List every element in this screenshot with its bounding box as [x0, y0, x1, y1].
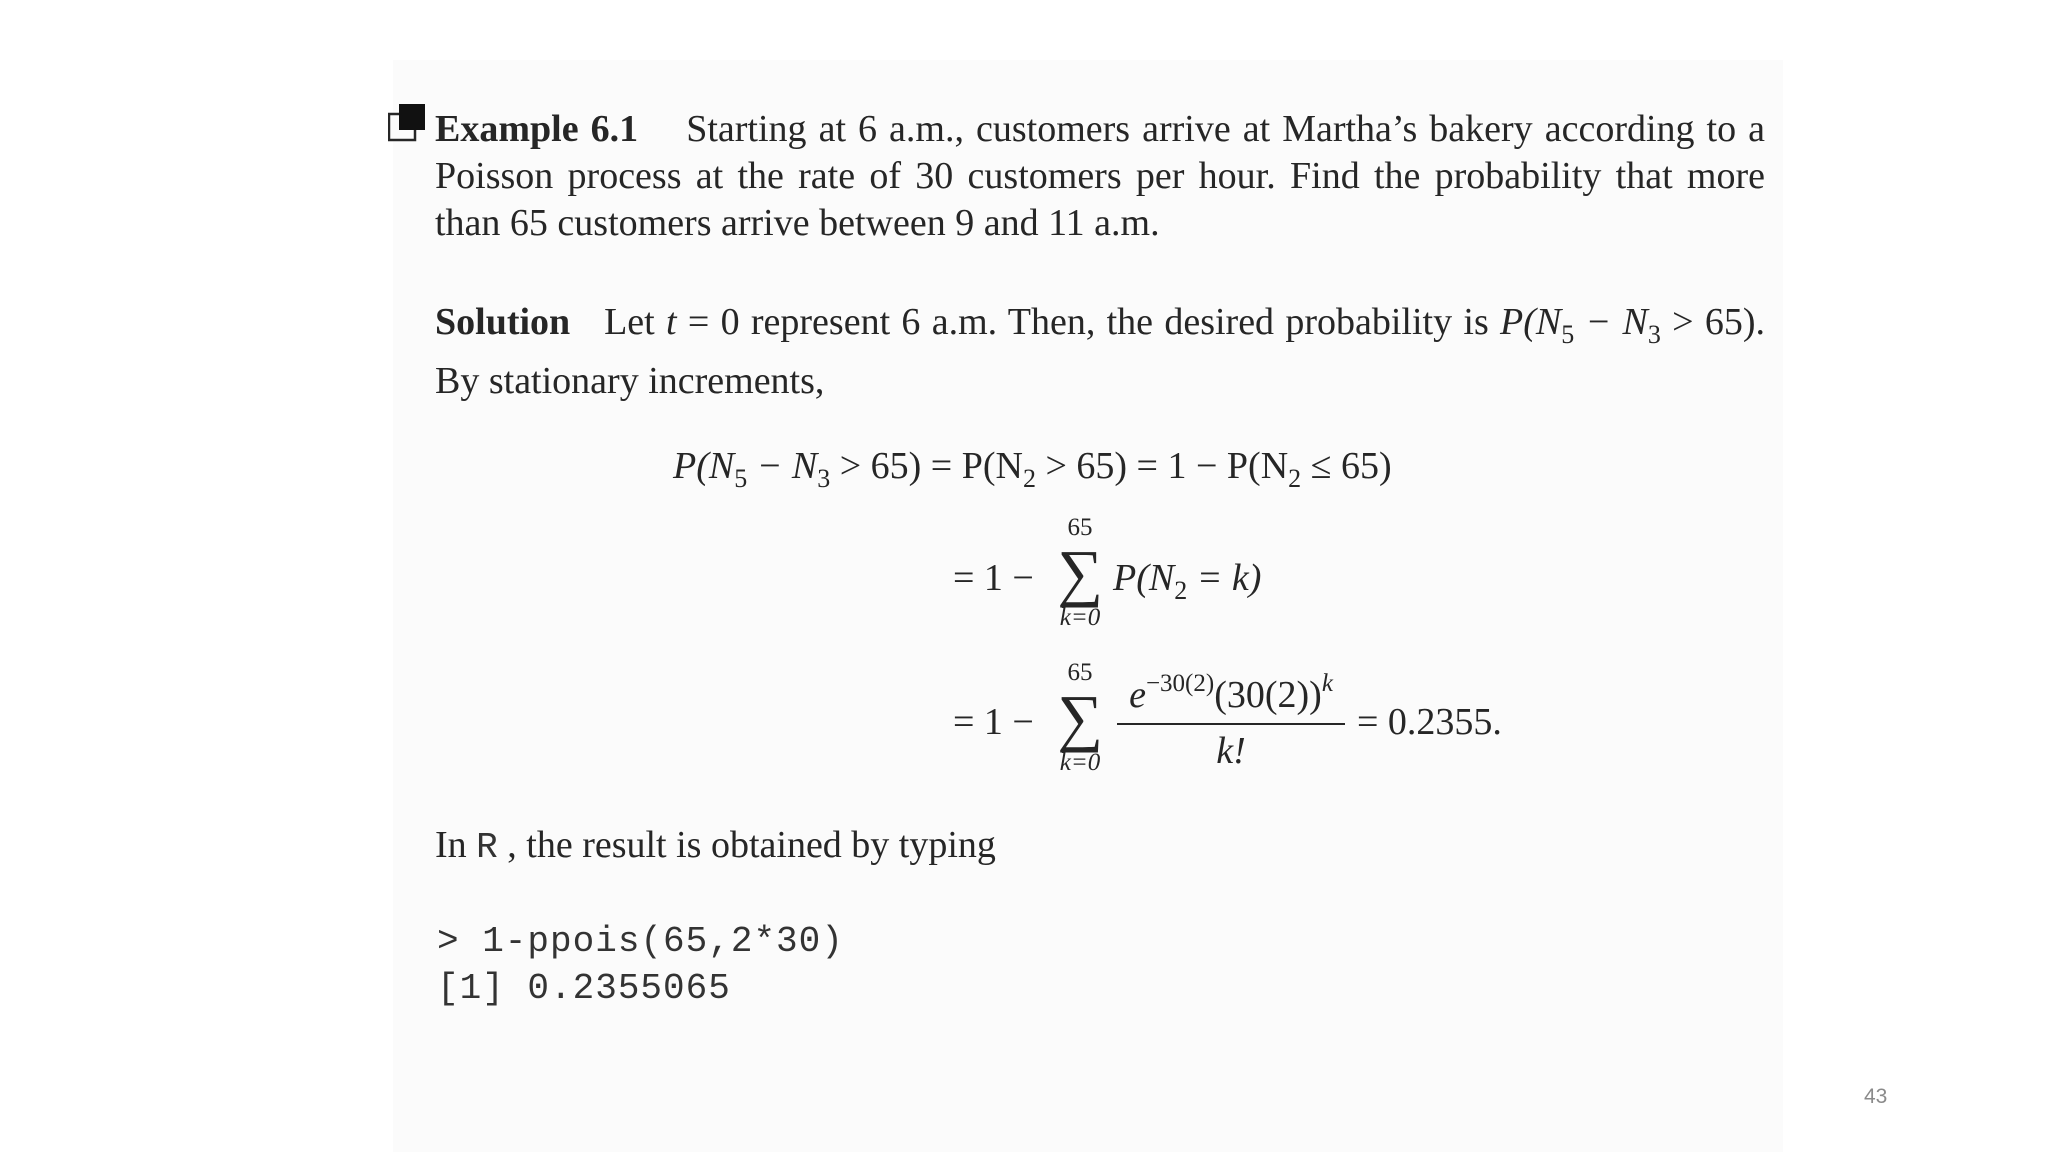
- example-line-2: Poisson process at the rate of 30 customers per hour. Find the probability that more: [435, 155, 1765, 197]
- solution-line-1: [435, 299, 1765, 358]
- example-line-3: than 65 customers arrive between 9 and 11 a.m.: [435, 202, 1160, 244]
- equation-line-2-term: $P(N_2 = k)$: [1113, 557, 1262, 605]
- fraction-denominator: k!: [1216, 730, 1246, 772]
- solution-t-var: t: [666, 301, 677, 343]
- example-label: Example 6.1: [435, 108, 639, 150]
- fraction-bar: [1117, 723, 1345, 725]
- equation-line-3-lead: = 1 −: [953, 701, 1034, 743]
- summation-1-upper: 65: [1067, 514, 1093, 541]
- r-note: In R , the result is obtained by typing: [435, 824, 996, 868]
- r-inline-code: R: [476, 827, 498, 868]
- summation-2-upper: 65: [1067, 659, 1093, 686]
- equation-line-1: $P(N_5 - N_3 > 65) = P(N_2 > 65) = 1 - P(N_2 \le 65)$: [673, 445, 1392, 493]
- solution-line-2: By stationary increments,: [435, 360, 825, 402]
- equation-line-2-lead: = 1 −: [953, 557, 1034, 599]
- code-block: [437, 918, 844, 1012]
- example-marker-icon: [388, 102, 426, 142]
- fraction-numerator: $e^{-30(2)}(30(2))^k$: [1129, 670, 1333, 716]
- summation-2-lower: k=0: [1059, 749, 1101, 776]
- code-line-1: > 1-ppois(65,2*30): [437, 921, 844, 962]
- summation-1-lower: k=0: [1059, 604, 1101, 631]
- example-paragraph: [435, 106, 1765, 247]
- solution-text-mid: = 0 represent 6 a.m. Then, the desired probability is: [687, 301, 1489, 343]
- summation-1: [1050, 514, 1110, 632]
- solution-expression: $P(N_5 - N_3 > 65)$.: [1500, 301, 1766, 349]
- solution-label: Solution: [435, 301, 571, 343]
- solution-paragraph: [435, 299, 1765, 405]
- solution-let: Let: [604, 301, 655, 343]
- equation-result: = 0.2355.: [1357, 701, 1502, 743]
- page-number: 43: [1864, 1085, 1888, 1108]
- summation-2-symbol: ∑: [1057, 682, 1103, 753]
- summation-2: [1050, 659, 1110, 777]
- example-text-1: Starting at 6 a.m., customers arrive at Martha’s bakery according to a: [686, 108, 1766, 150]
- summation-1-symbol: ∑: [1057, 537, 1103, 608]
- code-line-2: [1] 0.2355065: [437, 968, 731, 1009]
- example-line-1: [435, 106, 1765, 153]
- poisson-fraction: [1117, 670, 1345, 773]
